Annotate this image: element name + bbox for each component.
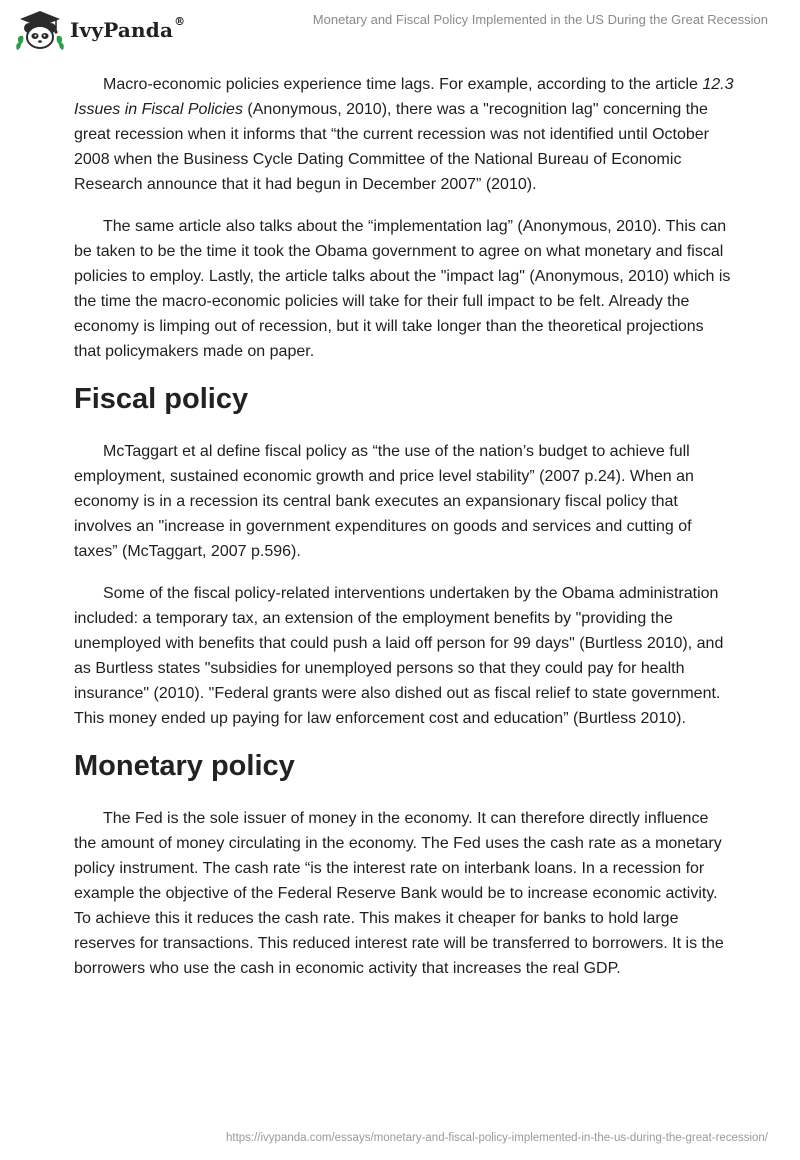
ivypanda-logo[interactable] bbox=[14, 10, 185, 50]
source-url[interactable]: https://ivypanda.com/essays/monetary-and-fiscal-policy-implemented-in-the-us-during-the-great-recession/ bbox=[225, 1132, 768, 1144]
paragraph-fiscal-definition: McTaggart et al define fiscal policy as “the use of the nation’s budget to achieve full employment, sustained economic growth and price level stability” (2007 p.24). When an economy is in a recession its central bank executes an expansionary fiscal policy that involves an "increase in government expenditures on goods and services and cutting of taxes” (McTaggart, 2007 p.596). bbox=[74, 443, 694, 560]
paragraph-text: Macro-economic policies experience time lags. For example, according to the article bbox=[103, 76, 703, 93]
panda-graduate-icon bbox=[14, 9, 66, 51]
brand-name: IvyPanda® bbox=[70, 15, 186, 42]
essay-body bbox=[74, 72, 734, 998]
heading-monetary-policy: Monetary policy bbox=[74, 750, 295, 782]
paragraph-text: (Anonymous, 2010), there was a "recognition lag" concerning the great recession when it informs that “the current recession was not identified until October 2008 when the Business Cycle Dating Committee of the National Bureau of Economic Research announce that it had begun in December 2007” (2010). bbox=[74, 101, 709, 193]
page-header bbox=[0, 0, 800, 64]
article-title: 12.3 Issues in Fiscal Policies bbox=[74, 76, 734, 118]
paragraph-monetary-fed: The Fed is the sole issuer of money in the economy. It can therefore directly influence the amount of money circulating in the economy. The Fed uses the cash rate as a monetary policy instrument. The cash rate “is the interest rate on interbank loans. In a recession for example the objective of the Federal Reserve Bank would be to increase economic activity. To achieve this it reduces the cash rate. This makes it cheaper for banks to hold large reserves for transactions. This reduced interest rate will be transferred to borrowers. It is the borrowers who use the cash in economic activity that increases the real GDP. bbox=[74, 810, 724, 977]
registered-mark: ® bbox=[174, 15, 186, 28]
paragraph-time-lags bbox=[74, 72, 734, 197]
document-title: Monetary and Fiscal Policy Implemented in the US During the Great Recession bbox=[312, 12, 768, 27]
paragraph-implementation-lag: The same article also talks about the “implementation lag” (Anonymous, 2010). This can be taken to be the time it took the Obama government to agree on what monetary and fiscal policies to employ. Lastly, the article talks about the "impact lag" (Anonymous, 2010) which is the time the macro-economic policies will take for their full impact to be felt. Already the economy is limping out of recession, but it will take longer than the theoretical projections that policymakers made on paper. bbox=[74, 218, 731, 360]
paragraph-fiscal-interventions: Some of the fiscal policy-related interventions undertaken by the Obama administration included: a temporary tax, an extension of the employment benefits by "providing the unemployed with benefits that could push a laid off person for 99 days" (Burtless 2010), and as Burtless states "subsidies for unemployed persons so that they could pay for health insurance" (2010). "Federal grants were also dished out as fiscal relief to state government. This money ended up paying for law enforcement cost and education” (Burtless 2010). bbox=[74, 585, 724, 727]
heading-fiscal-policy: Fiscal policy bbox=[74, 383, 249, 415]
